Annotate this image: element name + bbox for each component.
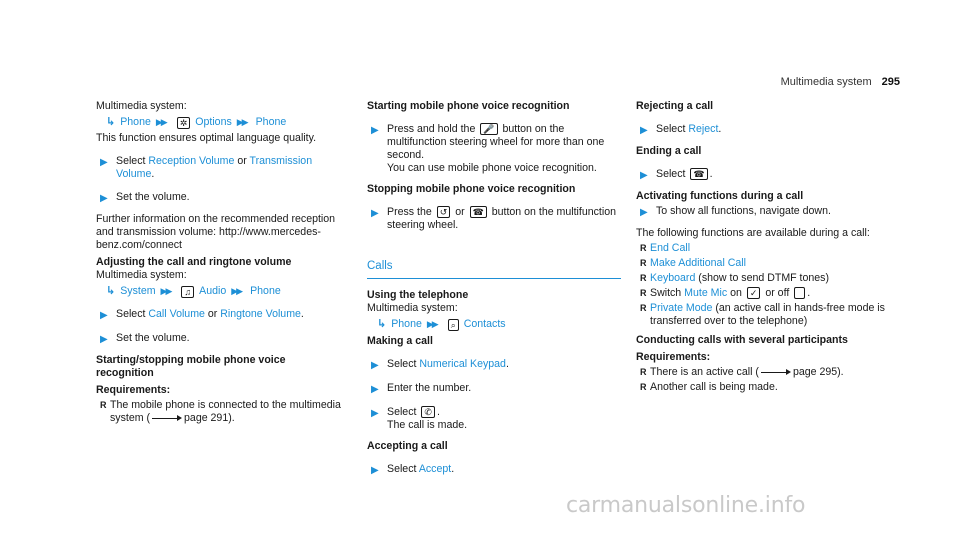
list-item <box>636 257 898 270</box>
page-reference[interactable]: page 295). <box>792 366 844 378</box>
accept-link[interactable]: Accept <box>418 463 452 475</box>
section-heading: Activating functions during a call <box>636 190 804 202</box>
bullet-icon: R <box>640 258 647 268</box>
page-ref-arrow-icon <box>152 414 182 422</box>
section-title: Multimedia system <box>780 76 872 88</box>
step: ▶ To show all functions, navigate down. <box>636 205 898 219</box>
step: ▶ Set the volume. <box>96 191 346 205</box>
description: This function ensures optimal language quality. <box>96 132 317 144</box>
step-marker-icon: ▶ <box>640 125 648 136</box>
chevron-double-icon: ▶▶ <box>155 117 166 127</box>
step-marker-icon: ▶ <box>371 465 379 476</box>
step-marker-icon: ▶ <box>100 310 108 321</box>
back-icon: ↺ <box>437 206 451 218</box>
step-marker-icon: ▶ <box>371 208 379 219</box>
step: ▶ Press and hold the 🎤 button on the multifunction steering wheel for more than one second. You can use mobile phone voice recognition. <box>367 123 621 175</box>
reception-volume-link[interactable]: Reception Volume <box>148 155 235 167</box>
column-1 <box>96 100 346 427</box>
audio-icon: ♫ <box>181 286 194 298</box>
step: ▶ Enter the number. <box>367 382 621 396</box>
section-heading: Starting mobile phone voice recognition <box>367 100 570 112</box>
call-icon: ✆ <box>421 406 435 418</box>
step-marker-icon: ▶ <box>371 384 379 395</box>
page-number: 295 <box>881 76 900 88</box>
step-marker-icon: ▶ <box>640 207 648 218</box>
transmission-volume-link[interactable]: Transmission Volume <box>116 155 313 180</box>
step: ▶ Select Reject. <box>636 123 898 137</box>
bullet-icon: R <box>640 303 647 313</box>
step: ▶ Select Accept. <box>367 463 621 477</box>
hang-up-icon: ☎ <box>470 206 487 218</box>
path-options-link[interactable]: Options <box>195 116 232 128</box>
step-marker-icon: ▶ <box>371 408 379 419</box>
bullet-icon: R <box>640 288 647 298</box>
step: ▶ Select ✆ . The call is made. <box>367 406 621 432</box>
path-contacts-link[interactable]: Contacts <box>463 318 506 330</box>
column-2 <box>367 100 621 485</box>
chevron-double-icon: ▶▶ <box>231 286 242 296</box>
path-arrow-icon: ↳ <box>377 318 387 330</box>
voice-control-icon: 🎤 <box>480 123 497 135</box>
step: ▶ Select Reception Volume or Transmission Volume. <box>96 155 346 181</box>
column-3 <box>636 100 898 396</box>
step-marker-icon: ▶ <box>100 334 108 345</box>
step: ▶ Set the volume. <box>96 332 346 346</box>
ringtone-volume-link[interactable]: Ringtone Volume <box>220 308 301 320</box>
step: ▶ Press the ↺ or ☎ button on the multifunction steering wheel. <box>367 206 621 232</box>
list-item: R Another call is being made. <box>636 381 898 394</box>
end-call-link[interactable]: End Call <box>650 242 691 254</box>
reject-link[interactable]: Reject <box>688 123 719 135</box>
page-header <box>781 76 900 89</box>
watermark: carmanualsonline.info <box>566 493 806 518</box>
section-heading: Starting/stopping mobile phone voice recognition <box>96 354 286 379</box>
search-icon: ⌕ <box>448 319 459 331</box>
bullet-icon: R <box>640 243 647 253</box>
step-marker-icon: ▶ <box>100 193 108 204</box>
path-phone-link[interactable]: Phone <box>391 318 422 330</box>
list-item: R The mobile phone is connected to the multimedia system ( page 291). <box>96 399 346 425</box>
numerical-keypad-link[interactable]: Numerical Keypad <box>419 358 506 370</box>
private-mode-link[interactable]: Private Mode <box>650 302 713 314</box>
section-heading: Conducting calls with several participants <box>636 334 848 346</box>
menu-path <box>96 285 346 298</box>
keyboard-link[interactable]: Keyboard <box>650 272 696 284</box>
page-reference[interactable]: page 291). <box>184 412 235 424</box>
section-heading: Rejecting a call <box>636 100 714 112</box>
path-arrow-icon: ↳ <box>106 285 116 297</box>
intro-text: Multimedia system: <box>96 100 187 112</box>
section-heading: Using the telephone <box>367 289 469 301</box>
menu-path <box>96 116 346 129</box>
step: ▶ Select Numerical Keypad. <box>367 358 621 372</box>
bullet-icon: R <box>640 382 647 392</box>
path-audio-link[interactable]: Audio <box>199 285 227 297</box>
checkbox-empty-icon <box>794 287 805 299</box>
requirements-label: Requirements: <box>636 351 711 363</box>
gear-icon: ✲ <box>177 117 191 129</box>
list-item: R Switch Mute Mic on ✓ or off . <box>636 287 898 300</box>
step: ▶ Select ☎ . <box>636 168 898 182</box>
step-marker-icon: ▶ <box>371 360 379 371</box>
step-marker-icon: ▶ <box>640 170 648 181</box>
step: ▶ Select Call Volume or Ringtone Volume. <box>96 308 346 322</box>
step-marker-icon: ▶ <box>371 125 379 136</box>
list-item <box>636 242 898 255</box>
chevron-double-icon: ▶▶ <box>236 117 247 127</box>
page-ref-arrow-icon <box>761 368 791 376</box>
make-additional-call-link[interactable]: Make Additional Call <box>650 257 746 269</box>
bullet-icon: R <box>640 367 647 377</box>
path-phone-link[interactable]: Phone <box>120 116 151 128</box>
bullet-icon: R <box>100 400 107 410</box>
path-system-link[interactable]: System <box>120 285 156 297</box>
bullet-icon: R <box>640 273 647 283</box>
chevron-double-icon: ▶▶ <box>426 319 437 329</box>
intro-text: Multimedia system: <box>96 269 187 281</box>
section-heading: Adjusting the call and ringtone volume <box>96 256 292 268</box>
list-item: R Private Mode (an active call in hands-free mode is transferred over to the telephone) <box>636 302 898 328</box>
step-marker-icon: ▶ <box>100 157 108 168</box>
hang-up-icon: ☎ <box>690 168 707 180</box>
checkbox-checked-icon: ✓ <box>747 287 761 299</box>
section-heading: Making a call <box>367 335 433 347</box>
further-info: Further information on the recommended reception and transmission volume: http://www.mercedes-benz.com/connect <box>96 213 336 251</box>
path-phone-link[interactable]: Phone <box>250 285 281 297</box>
menu-path <box>367 318 621 331</box>
following-text: The following functions are available during a call: <box>636 227 870 239</box>
calls-section-heading: Calls <box>367 260 621 279</box>
call-volume-link[interactable]: Call Volume <box>148 308 205 320</box>
intro-text: Multimedia system: <box>367 302 458 314</box>
section-heading: Stopping mobile phone voice recognition <box>367 183 576 195</box>
section-heading: Accepting a call <box>367 440 448 452</box>
chevron-double-icon: ▶▶ <box>160 286 171 296</box>
list-item: R There is an active call ( page 295). <box>636 366 898 379</box>
path-phone-link[interactable]: Phone <box>255 116 287 128</box>
section-heading: Ending a call <box>636 145 702 157</box>
list-item: R Keyboard (show to send DTMF tones) <box>636 272 898 285</box>
mute-mic-link[interactable]: Mute Mic <box>684 287 728 299</box>
requirements-label: Requirements: <box>96 384 171 396</box>
path-arrow-icon: ↳ <box>106 116 116 128</box>
